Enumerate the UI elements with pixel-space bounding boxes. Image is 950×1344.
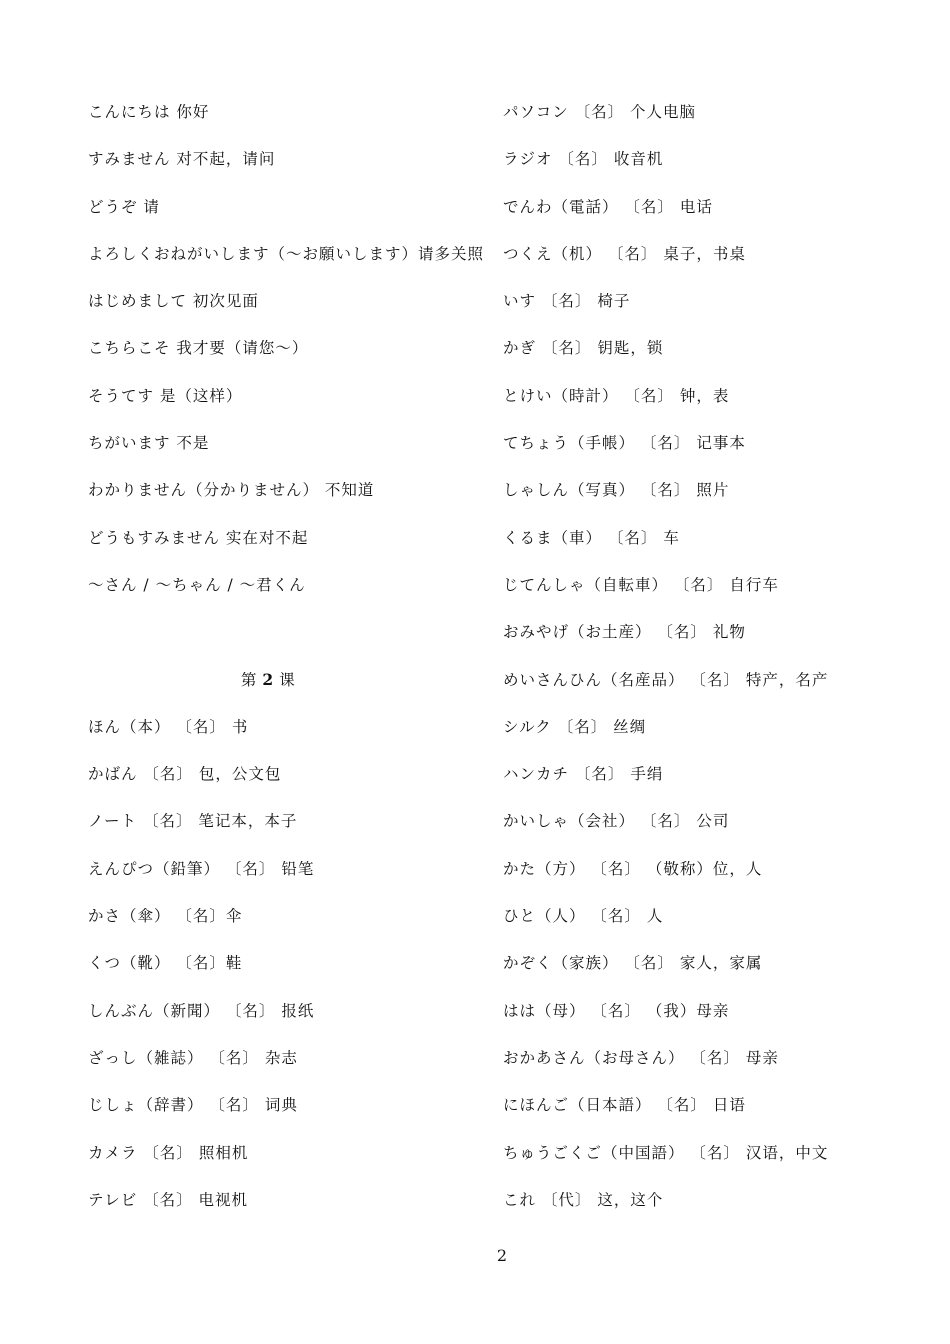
vocab-entry: ざっし（雑誌） 〔名〕 杂志 (88, 1048, 298, 1067)
vocab-entry: じてんしゃ（自転車） 〔名〕 自行车 (503, 575, 779, 594)
vocab-entry: わかりません（分かりません） 不知道 (88, 481, 375, 500)
vocab-entry: そうてす 是（这样） (88, 386, 243, 405)
left-column (88, 96, 488, 1231)
vocab-entry: ちがいます 不是 (88, 434, 210, 453)
vocab-entry: くつ（靴） 〔名〕鞋 (88, 954, 243, 973)
vocab-entry: かぎ 〔名〕 钥匙，锁 (503, 339, 664, 358)
lesson-heading-number: 2 (262, 669, 274, 689)
vocab-entry: よろしくおねがいします（～お願いします）请多关照 (88, 244, 485, 263)
vocab-entry: はじめまして 初次见面 (88, 292, 259, 311)
vocab-entry: じしょ（辞書） 〔名〕 词典 (88, 1096, 298, 1115)
vocab-entry: でんわ（電話） 〔名〕 电话 (503, 197, 713, 216)
vocab-entry: ～さん / ～ちゃん / ～君くん (88, 575, 306, 594)
vocab-entry: かいしゃ（会社） 〔名〕 公司 (503, 812, 730, 831)
vocab-entry: おかあさん（お母さん） 〔名〕 母亲 (503, 1048, 779, 1067)
vocab-entry: しゃしん（写真） 〔名〕 照片 (503, 481, 730, 500)
vocab-entry: ちゅうごくご（中国語） 〔名〕 汉语，中文 (503, 1143, 829, 1162)
vocab-entry: ほん（本） 〔名〕 书 (88, 717, 249, 736)
vocab-entry: かぞく（家族） 〔名〕 家人，家属 (503, 954, 763, 973)
vocab-entry: とけい（時計） 〔名〕 钟，表 (503, 386, 730, 405)
vocab-entry: つくえ（机） 〔名〕 桌子，书桌 (503, 244, 746, 263)
vocab-entry: かさ（傘） 〔名〕伞 (88, 907, 243, 926)
vocab-entry: どうもすみません 实在对不起 (88, 528, 309, 547)
vocab-entry: パソコン 〔名〕 个人电脑 (503, 103, 697, 121)
spacer (88, 616, 488, 663)
vocab-entry: はは（母） 〔名〕 （我）母亲 (503, 1001, 730, 1020)
vocab-entry: こんにちは 你好 (88, 103, 210, 121)
vocab-entry: ひと（人） 〔名〕 人 (503, 907, 664, 926)
vocab-entry: くるま（車） 〔名〕 车 (503, 528, 680, 547)
lesson-heading (88, 664, 448, 711)
vocab-entry: しんぶん（新聞） 〔名〕 报纸 (88, 1001, 315, 1020)
page-number: 2 (496, 1246, 508, 1265)
vocab-entry: えんぴつ（鉛筆） 〔名〕 铅笔 (88, 859, 315, 878)
lesson-heading-suffix: 课 (279, 670, 296, 689)
lesson-heading-prefix: 第 (240, 670, 257, 689)
vocab-entry: いす 〔名〕 椅子 (503, 292, 631, 311)
vocab-entry: かた（方） 〔名〕 （敬称）位，人 (503, 859, 763, 878)
right-column (503, 96, 913, 1231)
vocab-entry: こちらこそ 我才要（请您～） (88, 339, 309, 358)
vocab-entry: かばん 〔名〕 包，公文包 (88, 765, 282, 784)
vocab-entry: ノート 〔名〕 笔记本，本子 (88, 812, 298, 831)
vocab-entry: ラジオ 〔名〕 收音机 (503, 150, 664, 169)
vocab-entry: にほんご（日本語） 〔名〕 日语 (503, 1096, 746, 1115)
vocab-entry: シルク 〔名〕 丝绸 (503, 717, 647, 736)
vocab-entry: すみません 对不起，请问 (88, 150, 276, 169)
vocab-entry: これ 〔代〕 这，这个 (503, 1190, 664, 1209)
vocab-entry: ハンカチ 〔名〕 手绢 (503, 765, 664, 784)
vocab-entry: カメラ 〔名〕 照相机 (88, 1143, 249, 1162)
vocab-entry: テレビ 〔名〕 电视机 (88, 1190, 249, 1209)
vocab-entry: どうぞ 请 (88, 197, 160, 216)
vocab-entry: おみやげ（お土産） 〔名〕 礼物 (503, 623, 746, 642)
vocab-entry: てちょう（手帳） 〔名〕 记事本 (503, 434, 746, 453)
vocab-entry: めいさんひん（名産品） 〔名〕 特产，名产 (503, 670, 829, 689)
